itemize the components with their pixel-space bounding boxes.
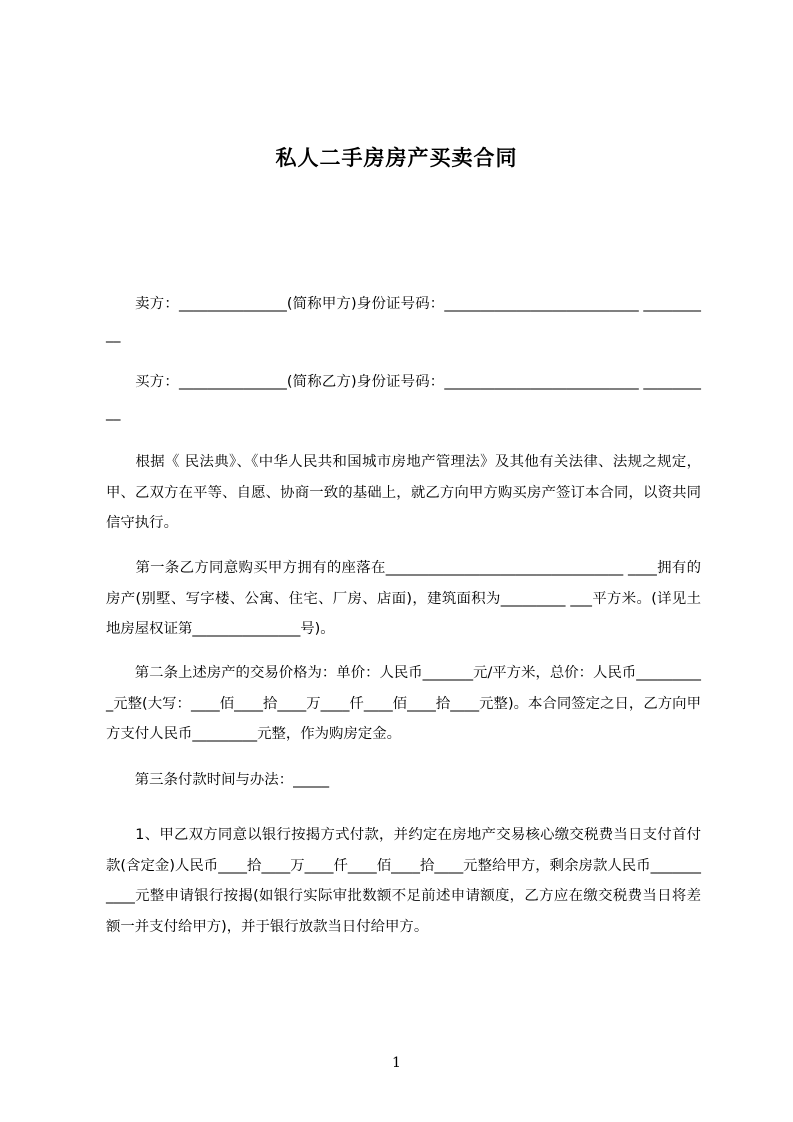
- preamble-paragraph: 根据《 民法典》、《中华人民共和国城市房地产管理法》及其他有关法律、法规之规定，甲、乙双方在平等、自愿、协商一致的基础上，就乙方向甲方购买房产签订本合同，以资共同信守执行。: [106, 454, 701, 531]
- article-2-paragraph: 第二条上述房产的交易价格为：单价：人民币_______元/平方米，总价：人民币__________元整(大写：____佰____拾____万____仟____佰____拾____元整)。本合同签定之日，乙方向甲方支付人民币_________元整，作为购房定金。: [106, 665, 701, 742]
- page-number: 1: [392, 1055, 401, 1071]
- article-1-paragraph: 第一条乙方同意购买甲方拥有的座落在_________________________________ ____拥有的房产(别墅、写字楼、公寓、住宅、厂房、店面)，建筑面积为_________ ___平方米。(详见土地房屋权证第_______________号)。: [106, 560, 701, 637]
- article-3-heading: 第三条付款时间与办法：_____: [106, 772, 330, 788]
- buyer-line: 买方：_______________(简称乙方)身份证号码：___________________________ __________: [106, 374, 701, 421]
- document-title: 私人二手房房产买卖合同: [275, 146, 518, 170]
- clause-1-paragraph: 1、甲乙双方同意以银行按揭方式付款，并约定在房地产交易核心缴交税费当日支付首付款(含定金)人民币____拾____万____仟____佰____拾____元整给甲方，剩余房款人民币___________元整申请银行按揭(如银行实际审批数额不足前述申请额度，乙方应在缴交税费当日将差额一并支付给甲方)，并于银行放款当日付给甲方。: [106, 827, 701, 935]
- seller-line: 卖方：_______________(简称甲方)身份证号码：___________________________ __________: [106, 296, 701, 343]
